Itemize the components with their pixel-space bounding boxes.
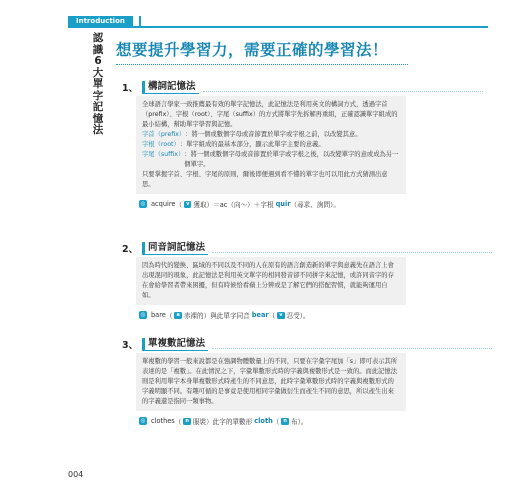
section-divider <box>212 348 492 349</box>
part-of-speech-badge: n <box>283 417 287 424</box>
section-2-content <box>136 257 406 320</box>
section-number: 1、 <box>122 83 139 94</box>
example-root: quir <box>275 200 291 208</box>
header-rule-mark <box>139 16 141 26</box>
chapter-vertical-title: 認識6大單字記憶法 <box>92 32 104 136</box>
section-1-content <box>136 96 406 209</box>
section-title: 單複數記憶法 <box>142 338 208 351</box>
part-of-speech-badge: n <box>185 417 189 424</box>
example-line: ◎ bare （ a 赤裸的）與此單字同音 bear （ v 忍受）。 <box>140 311 310 320</box>
section-paragraph: 只要掌握字首、字根、字尾的原則，爾後即便遇到看不懂的單字也可以用此方式猜測出意思。 <box>142 171 388 188</box>
section-paragraph: 單複數的學習一般來說都是在強調物體數量上的不同，只要在字彙字尾加「s」即可表示其所表達的是「複數」。在此情況之下，字彙單數形式時的字義與複數形式是一致的。而此記憶法則是利用單字本身單複數形式時產生的不同意思，此時字彙單數形式時的字義與複數形式的字義明顯不同。有趣可循的是事竟是使用相同字彙做衍生而產生不同的意思，所以產生出來的字義還是指同一類事物。 <box>142 358 398 405</box>
section-divider <box>212 252 492 253</box>
example-icon: ◎ <box>140 201 146 207</box>
example-gloss: （尋求、詢問）。 <box>290 201 340 209</box>
title-divider <box>116 64 408 65</box>
section-2-text-box <box>136 257 406 305</box>
example-word: acquire <box>151 200 176 208</box>
definition-row <box>142 150 400 170</box>
definition-row <box>142 130 400 140</box>
definition-text: ：將一個或數個字母或音節置於單字或字根之後，以改變單字的意或成為另一個單字。 <box>184 151 399 168</box>
section-title: 同音詞記憶法 <box>142 242 208 255</box>
example-line: ◎ clothes （ n 服裝）此字的單數形 cloth （ n 布）。 <box>140 417 308 426</box>
definition-term: 字首（prefix） <box>142 131 186 138</box>
page-title: 想要提升學習力，需要正確的學習法！ <box>116 41 389 59</box>
section-1-text-box <box>136 96 406 194</box>
definition-row <box>142 140 400 150</box>
section-paragraph: 全球語言學家一致推薦最有效的單字記憶法，此記憶法是利用英文的構詞方式，透過字首（prefix）、字根（root）、字尾（suffix）的方式將單字先拆解再重組，正確認識單字組成的最小結構，幫助單字學習與記憶。 <box>142 101 398 128</box>
section-paragraph: 因為時代的變換、區域的不同以及不同的人在原有的語言創造新的單字與意義先在語言上會出現混同的現象，此記憶法是利用英文單字的相同發音卻不同拼字來記憶，或許同音字的存在會給學習者帶來困擾，但有時候恰看蘋上分辨或是了解它們的搭配習慣，就能夠運用自如。 <box>142 262 394 299</box>
section-divider <box>203 91 483 92</box>
section-1-heading <box>122 80 483 94</box>
section-title: 構詞記憶法 <box>142 81 199 94</box>
example-word: bare <box>151 311 166 319</box>
definition-term: 字尾（suffix） <box>142 151 185 158</box>
part-of-speech-badge: v <box>279 311 283 318</box>
example-root: cloth <box>254 417 273 425</box>
section-number: 2、 <box>122 244 139 255</box>
example-icon: ◎ <box>140 312 146 318</box>
section-2-heading <box>122 241 492 255</box>
section-3-heading <box>122 337 492 351</box>
page-number: 004 <box>68 470 84 479</box>
section-3-content <box>136 353 406 426</box>
example-gloss: 布）。 <box>290 418 308 426</box>
chapter-header <box>68 16 488 28</box>
definition-text: ：將一個或數個字母或音節置於單字或字根之前，以改變其意。 <box>185 131 362 138</box>
example-word: clothes <box>151 417 175 425</box>
example-root: bear <box>251 311 269 319</box>
example-gloss: 忍受）。 <box>286 312 310 320</box>
definition-term: 字根（root） <box>142 141 180 148</box>
section-3-text-box <box>136 353 406 411</box>
section-number: 3、 <box>122 340 139 351</box>
example-gloss: 赤裸的）與此單字同音 <box>183 312 250 320</box>
part-of-speech-badge: v <box>186 200 190 207</box>
example-gloss: 獲取）＝ac（向～）＋字根 <box>193 201 274 209</box>
definition-text: ：單字組成的最基本部分，顯示此單字主要的意義。 <box>179 141 325 148</box>
example-gloss: 服裝）此字的單數形 <box>192 418 253 426</box>
chapter-tab: Introduction <box>68 16 133 27</box>
example-line: ◎ acquire （ v 獲取）＝ac（向～）＋字根 quir （尋求、詢問）。 <box>140 200 340 209</box>
part-of-speech-badge: a <box>176 311 180 318</box>
example-icon: ◎ <box>140 418 146 424</box>
